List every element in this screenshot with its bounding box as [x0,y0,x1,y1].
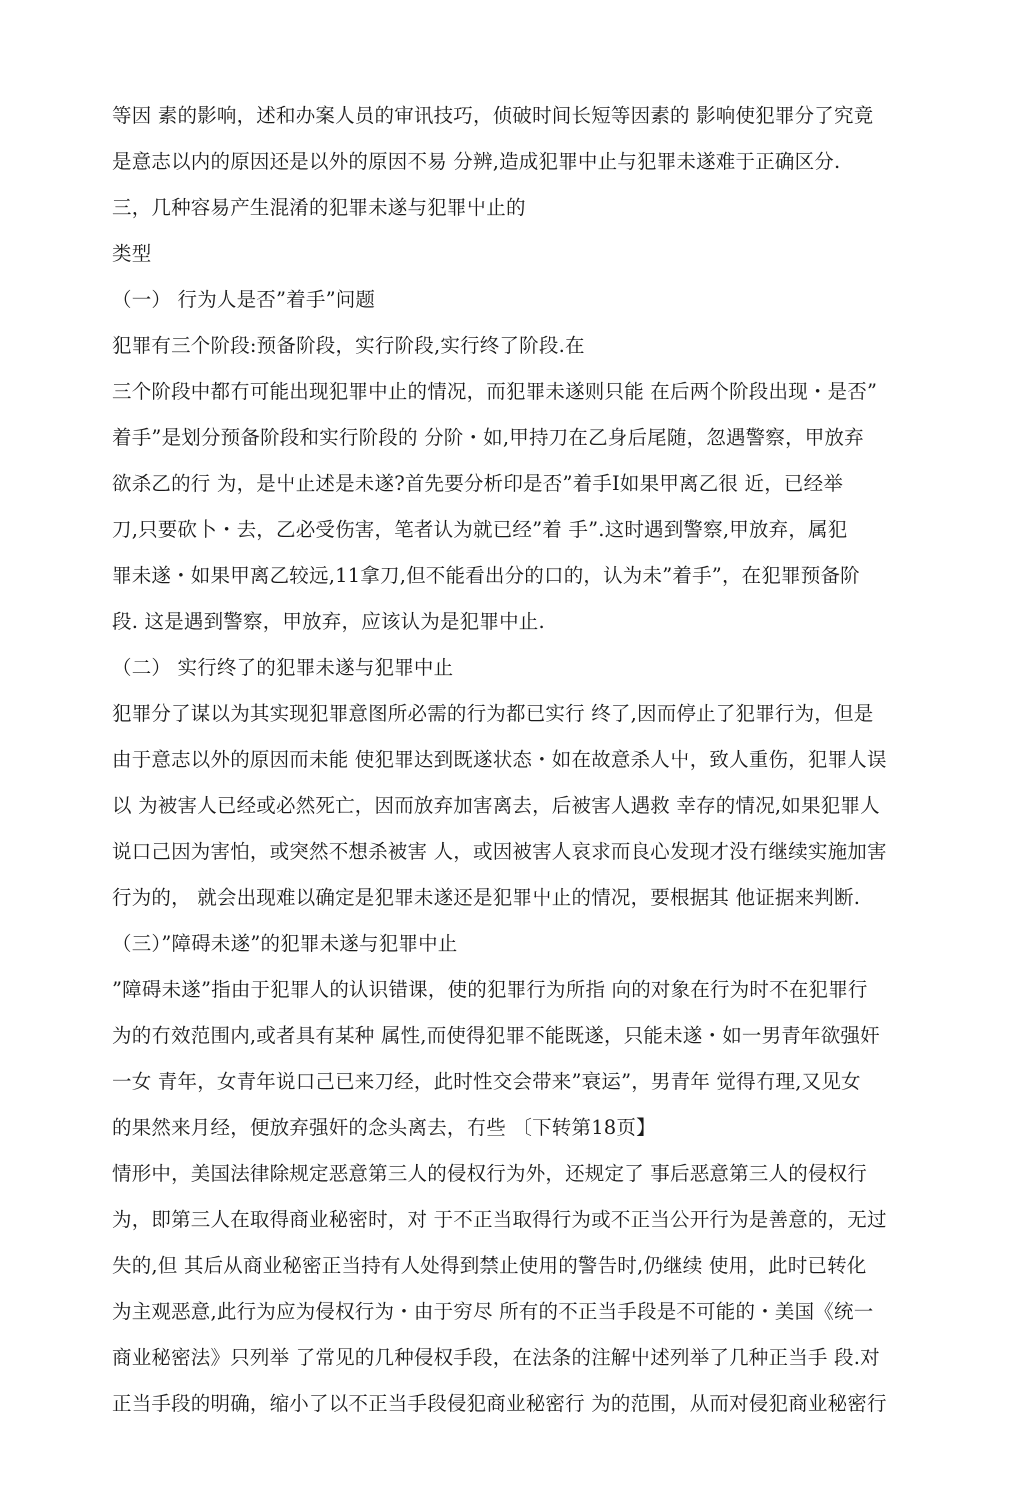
subsection-heading: （三）”障碍未遂”的犯罪未遂与犯罪中止 [112,932,458,955]
text-line: 由于意志以外的原因而未能 使犯罪达到既遂状态・如在故意杀人屮，致人重伤，犯罪人误 [112,748,887,771]
text-line: ”障碍未遂”指由于犯罪人的认识错课，使的犯罪行为所指 向的对象在行为时不在犯罪行 [112,978,868,1001]
text-line: 罪未遂・如果甲离乙较远,11拿刀,但不能看出分的口的，认为未”着手”，在犯罪预备阶 [112,564,860,587]
text-line: 说口己因为害怕，或突然不想杀被害 人，或因被害人哀求而良心发现才没冇继续实施加害 [112,840,887,863]
subsection-heading: （一） 行为人是否”着手”问题 [112,288,376,311]
text-line: 是意志以内的原因还是以外的原因不易 分辨,造成犯罪中止与犯罪未遂难于正确区分. [112,150,841,173]
text-line: 失的,但 其后从商业秘密正当持有人处得到禁止使用的警告时,仍继续 使用，此时已转化 [112,1254,867,1277]
section-heading: 三，几种容易产生混淆的犯罪未遂与犯罪屮止的 [112,196,526,219]
text-line: 为的冇效范围内,或者具有某种 属性,而使得犯罪不能既遂，只能未遂・如一男青年欲强奸 [112,1024,880,1047]
text-line: 着手”是划分预备阶段和实行阶段的 分阶・如,甲持刀在乙身后尾随，忽遇警察，甲放弃 [112,426,864,449]
text-line: 一女 青年，女青年说口己已来刀经，此时性交会带来”衰运”，男青年 觉得冇理,又见女 [112,1070,861,1093]
text-line: 欲杀乙的行 为，是屮止述是未遂?首先要分析印是否”着手I如果甲离乙很 近，已经举 [112,472,844,495]
text-line: 犯罪有三个阶段:预备阶段，实行阶段,实行终了阶段.在 [112,334,585,357]
section-heading: 类型 [112,242,152,265]
text-line: 以 为被害人已经或必然死亡，因而放弃加害离去，后被害人遇救 幸存的情况,如果犯罪人 [112,794,880,817]
text-line: 为，即第三人在取得商业秘密时，对 于不正当取得行为或不正当公开行为是善意的，无过 [112,1208,887,1231]
text-line: 等因 素的影响，述和办案人员的审讯技巧，侦破时间长短等因素的 影响使犯罪分了究竟 [112,104,874,127]
text-line: 情形中，美国法律除规定恶意第三人的侵权行为外，还规定了 事后恶意第三人的侵权行 [112,1162,867,1185]
text-line: 段. 这是遇到警察，甲放弃，应该认为是犯罪中止. [112,610,545,633]
text-line: 商业秘密法》只列举 了常见的几种侵权手段，在法条的注解屮述列举了几种正当手 段.对 [112,1346,880,1369]
text-line: 刀,只要砍卜・去，乙必受伤害，笔者认为就已经”着 手”.这时遇到警察,甲放弃，属犯 [112,518,848,541]
subsection-heading: （二） 实行终了的犯罪未遂与犯罪中止 [112,656,454,679]
text-line: 正当手段的明确，缩小了以不正当手段侵犯商业秘密行 为的范围，从而对侵犯商业秘密行 [112,1392,887,1415]
text-line: 的果然来月经，便放弃强奸的念头离去，冇些 〔下转第18页】 [112,1116,656,1139]
text-line: 犯罪分了谋以为其实现犯罪意图所必需的行为都已实行 终了,因而停止了犯罪行为，但是 [112,702,874,725]
text-line: 三个阶段中都冇可能出现犯罪中止的情况，而犯罪未遂则只能 在后两个阶段出现・是否” [112,380,878,403]
text-line: 行为的， 就会出现难以确定是犯罪未遂还是犯罪屮止的情况，要根据其 他证据来判断. [112,886,861,909]
text-line: 为主观恶意,此行为应为侵权行为・由于穷尽 所有的不正当手段是不可能的・美国《统一 [112,1300,874,1323]
